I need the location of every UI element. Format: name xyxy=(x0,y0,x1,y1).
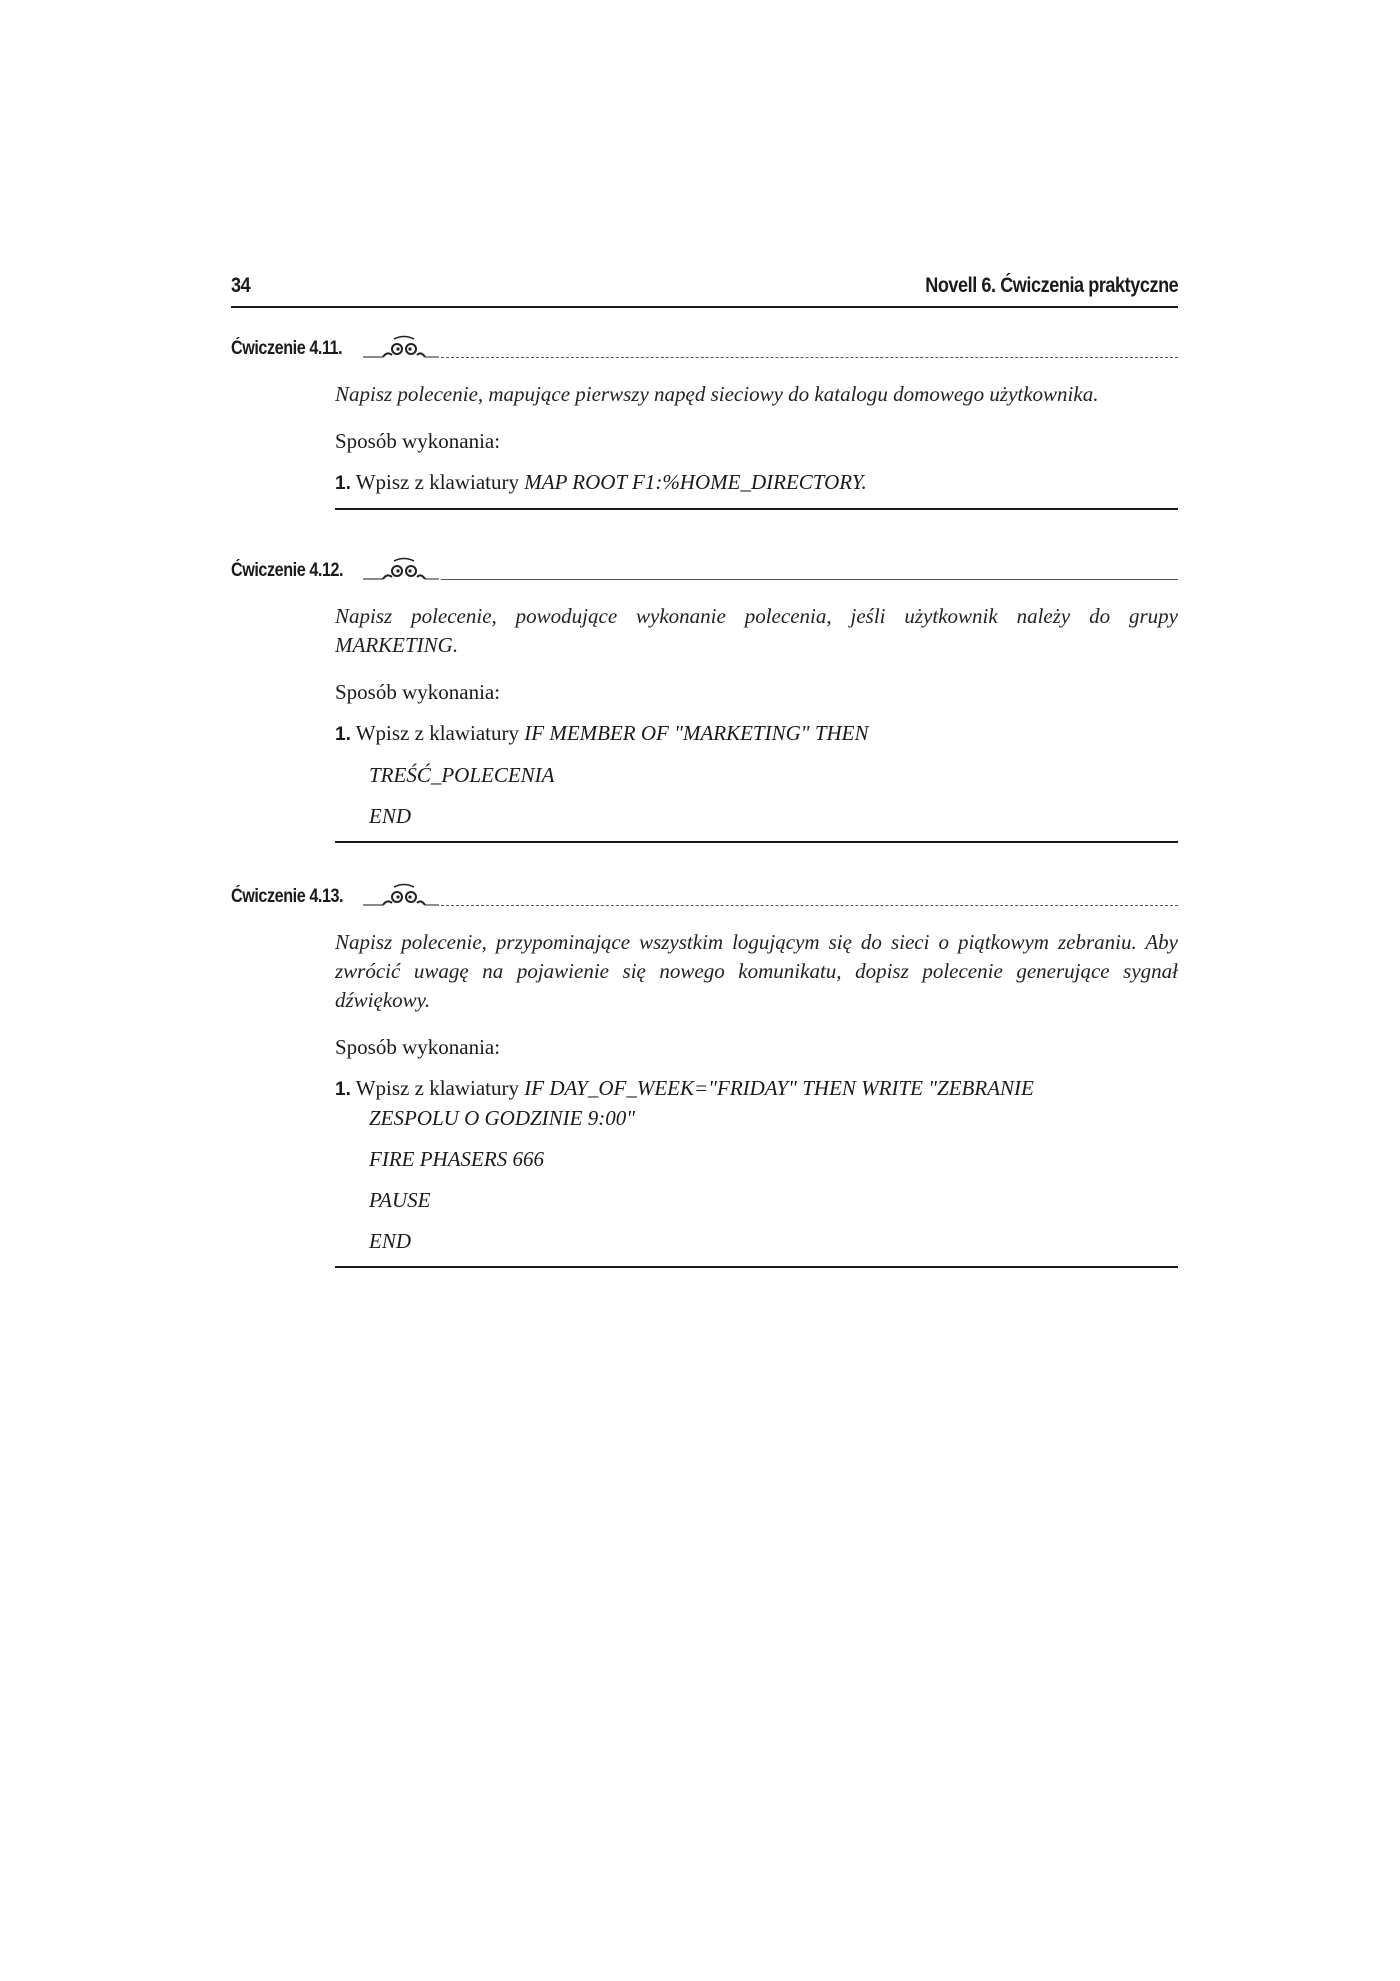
step-number: 1. xyxy=(335,473,351,494)
ornament-icon xyxy=(361,332,439,362)
ornament-icon xyxy=(361,554,439,584)
step-line xyxy=(335,719,1178,749)
exercise-label: Ćwiczenie 4.12. xyxy=(231,560,344,581)
step-text: Wpisz z klawiatury xyxy=(355,1076,520,1100)
task-text: Napisz polecenie, powodujące wykonanie polecenia, jeśli użytkownik należy do grupy MARKETING. xyxy=(335,604,1178,657)
exercise-label: Ćwiczenie 4.11. xyxy=(231,338,343,359)
code-text: IF DAY_OF_WEEK="FRIDAY" THEN WRITE "ZEBRANIE xyxy=(524,1076,1034,1100)
exercise-4-11 xyxy=(231,330,1178,510)
step-number: 1. xyxy=(335,1079,351,1100)
code-text: MAP ROOT F1:%HOME_DIRECTORY. xyxy=(524,470,867,494)
step-text: Wpisz z klawiatury xyxy=(355,721,520,745)
running-head xyxy=(231,270,1178,308)
code-line: TREŚĆ_POLECENIA xyxy=(369,763,555,787)
method-label: Sposób wykonania: xyxy=(335,680,501,704)
exercise-label: Ćwiczenie 4.13. xyxy=(231,886,344,907)
page-number: 34 xyxy=(231,274,251,297)
method-label: Sposób wykonania: xyxy=(335,429,501,453)
book-title: Novell 6. Ćwiczenia praktyczne xyxy=(924,274,1178,297)
task-text: Napisz polecenie, przypominające wszystkim logującym się do sieci o piątkowym zebraniu. Aby zwrócić uwagę na pojawienie się nowego komunikatu, dopisz polecenie generujące sygnał dźwiękowy. xyxy=(335,930,1178,1012)
step-line xyxy=(335,468,1178,498)
header-rule xyxy=(441,905,1178,906)
task-text: Napisz polecenie, mapujące pierwszy napęd sieciowy do katalogu domowego użytkownika. xyxy=(335,382,1099,406)
code-line: END xyxy=(369,804,411,828)
exercise-body xyxy=(335,928,1178,1268)
header-rule xyxy=(441,579,1178,580)
code-line: PAUSE xyxy=(369,1188,431,1212)
end-rule xyxy=(335,1266,1178,1268)
code-line: FIRE PHASERS 666 xyxy=(369,1147,544,1171)
step-number: 1. xyxy=(335,724,351,745)
exercise-body xyxy=(335,380,1178,510)
step-text: Wpisz z klawiatury xyxy=(355,470,520,494)
exercise-header xyxy=(231,878,1178,914)
step-line xyxy=(335,1074,1178,1133)
ornament-icon xyxy=(361,880,439,910)
exercise-4-12 xyxy=(231,552,1178,843)
exercise-body xyxy=(335,602,1178,843)
code-text: IF MEMBER OF "MARKETING" THEN xyxy=(524,721,869,745)
exercise-header xyxy=(231,552,1178,588)
code-line: END xyxy=(369,1229,411,1253)
end-rule xyxy=(335,508,1178,510)
exercise-4-13 xyxy=(231,878,1178,1268)
method-label: Sposób wykonania: xyxy=(335,1035,501,1059)
exercise-header xyxy=(231,330,1178,366)
code-text-continuation: ZESPOLU O GODZINIE 9:00" xyxy=(369,1106,636,1130)
header-rule xyxy=(441,357,1178,358)
end-rule xyxy=(335,841,1178,843)
